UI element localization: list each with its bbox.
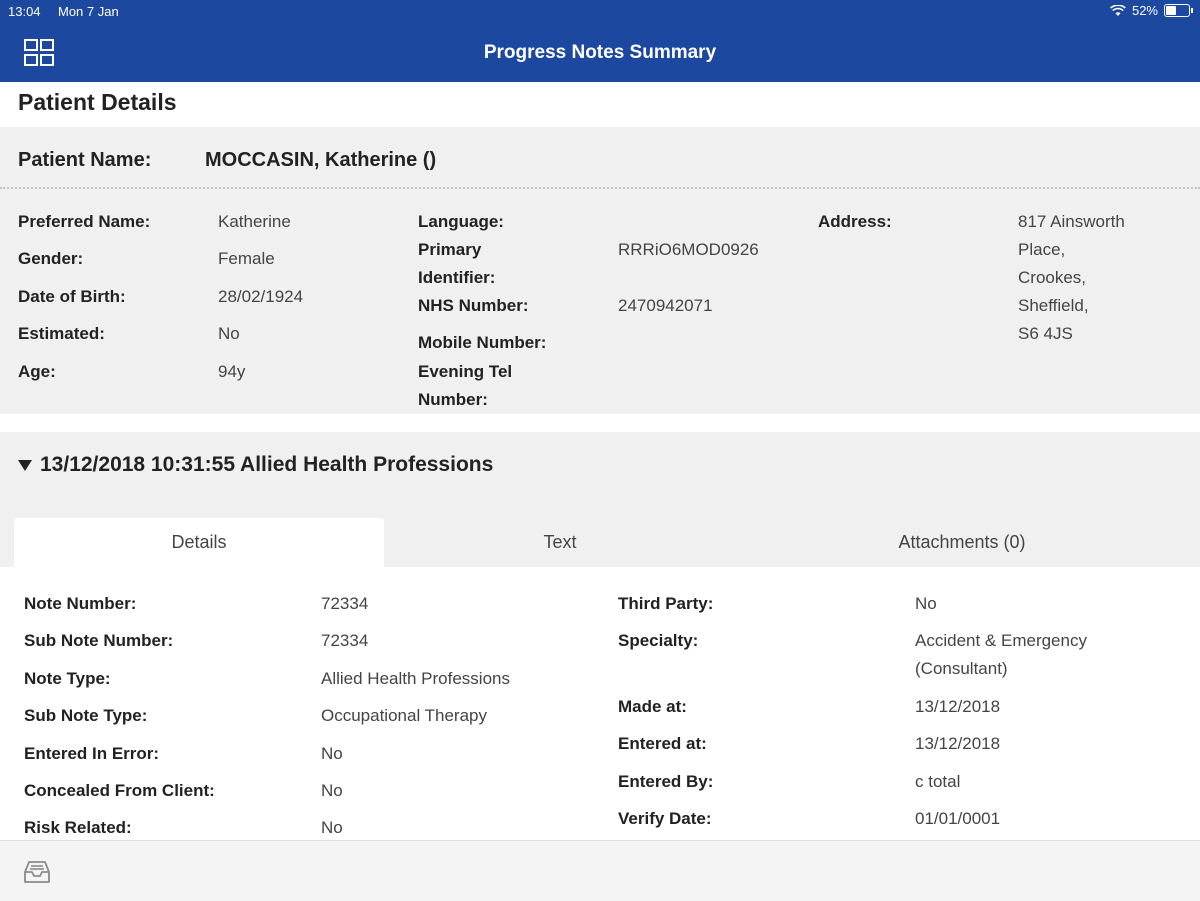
nhs-number-label: NHS Number: <box>418 296 529 315</box>
sub-note-type-label: Sub Note Type: <box>24 706 148 725</box>
bottom-toolbar <box>0 840 1200 901</box>
gender-label: Gender: <box>18 249 84 268</box>
status-time: 13:04 <box>8 4 41 19</box>
disclosure-triangle-icon[interactable] <box>18 460 32 471</box>
nhs-number-value: 2470942071 <box>618 296 713 315</box>
note-type-value: Allied Health Professions <box>321 669 510 688</box>
dob-label: Date of Birth: <box>18 287 126 306</box>
evening-tel-label-line1: Evening Tel <box>418 362 513 381</box>
concealed-from-client-value: No <box>321 781 343 800</box>
tab-attachments[interactable]: Attachments (0) <box>898 532 1026 552</box>
primary-identifier-label-line1: Primary <box>418 240 482 259</box>
specialty-label: Specialty: <box>618 631 699 650</box>
patient-name-value: MOCCASIN, Katherine () <box>205 149 437 171</box>
preferred-name-value: Katherine <box>218 212 291 231</box>
verify-date-value: 01/01/0001 <box>915 809 1001 828</box>
battery-percent: 52% <box>1131 3 1158 18</box>
estimated-label: Estimated: <box>18 324 105 343</box>
address-label: Address: <box>818 212 892 231</box>
page-title: Progress Notes Summary <box>483 42 717 63</box>
risk-related-value: No <box>321 818 343 837</box>
primary-identifier-label-line2: Identifier: <box>418 268 496 287</box>
preferred-name-label: Preferred Name: <box>18 212 151 231</box>
third-party-value: No <box>915 594 937 613</box>
entered-by-value: c total <box>915 772 961 791</box>
note-number-label: Note Number: <box>24 594 137 613</box>
entered-by-label: Entered By: <box>618 772 714 791</box>
sub-note-number-value: 72334 <box>321 631 369 650</box>
battery-level <box>1166 6 1176 15</box>
specialty-value-line2: (Consultant) <box>915 659 1008 678</box>
made-at-label: Made at: <box>618 697 687 716</box>
address-line: Sheffield, <box>1018 296 1089 315</box>
entered-in-error-value: No <box>321 744 343 763</box>
top-navigation-bar <box>0 0 1200 82</box>
gender-value: Female <box>218 249 275 268</box>
address-line: Place, <box>1018 240 1066 259</box>
battery-icon <box>1164 4 1190 17</box>
patient-name-label: Patient Name: <box>18 149 152 171</box>
risk-related-label: Risk Related: <box>24 818 132 837</box>
language-label: Language: <box>418 212 504 231</box>
concealed-from-client-label: Concealed From Client: <box>24 781 215 800</box>
verify-date-label: Verify Date: <box>618 809 712 828</box>
specialty-value-line1: Accident & Emergency <box>915 631 1087 650</box>
age-value: 94y <box>218 362 246 381</box>
inbox-icon[interactable] <box>22 856 52 886</box>
status-date: Mon 7 Jan <box>58 4 119 19</box>
entered-in-error-label: Entered In Error: <box>24 744 160 763</box>
tab-text[interactable]: Text <box>543 532 577 552</box>
dob-value: 28/02/1924 <box>218 287 304 306</box>
evening-tel-label-line2: Number: <box>418 390 488 409</box>
age-label: Age: <box>18 362 56 381</box>
address-line: Crookes, <box>1018 268 1087 287</box>
patient-details-heading: Patient Details <box>18 89 177 115</box>
estimated-value: No <box>218 324 240 343</box>
third-party-label: Third Party: <box>618 594 714 613</box>
note-collapse-header[interactable] <box>18 453 493 477</box>
primary-identifier-value: RRRiO6MOD0926 <box>618 240 759 259</box>
tab-details[interactable]: Details <box>14 518 384 567</box>
mobile-number-label: Mobile Number: <box>418 333 547 352</box>
sub-note-number-label: Sub Note Number: <box>24 631 174 650</box>
sub-note-type-value: Occupational Therapy <box>321 706 488 725</box>
status-indicators <box>1110 3 1190 18</box>
entered-at-label: Entered at: <box>618 734 707 753</box>
wifi-icon <box>1110 5 1126 17</box>
note-header-text: 13/12/2018 10:31:55 Allied Health Professions <box>40 453 494 476</box>
address-line: S6 4JS <box>1018 324 1073 343</box>
entered-at-value: 13/12/2018 <box>915 734 1001 753</box>
note-type-label: Note Type: <box>24 669 111 688</box>
made-at-value: 13/12/2018 <box>915 697 1001 716</box>
divider <box>0 187 1200 189</box>
address-line: 817 Ainsworth <box>1018 212 1125 231</box>
note-number-value: 72334 <box>321 594 369 613</box>
